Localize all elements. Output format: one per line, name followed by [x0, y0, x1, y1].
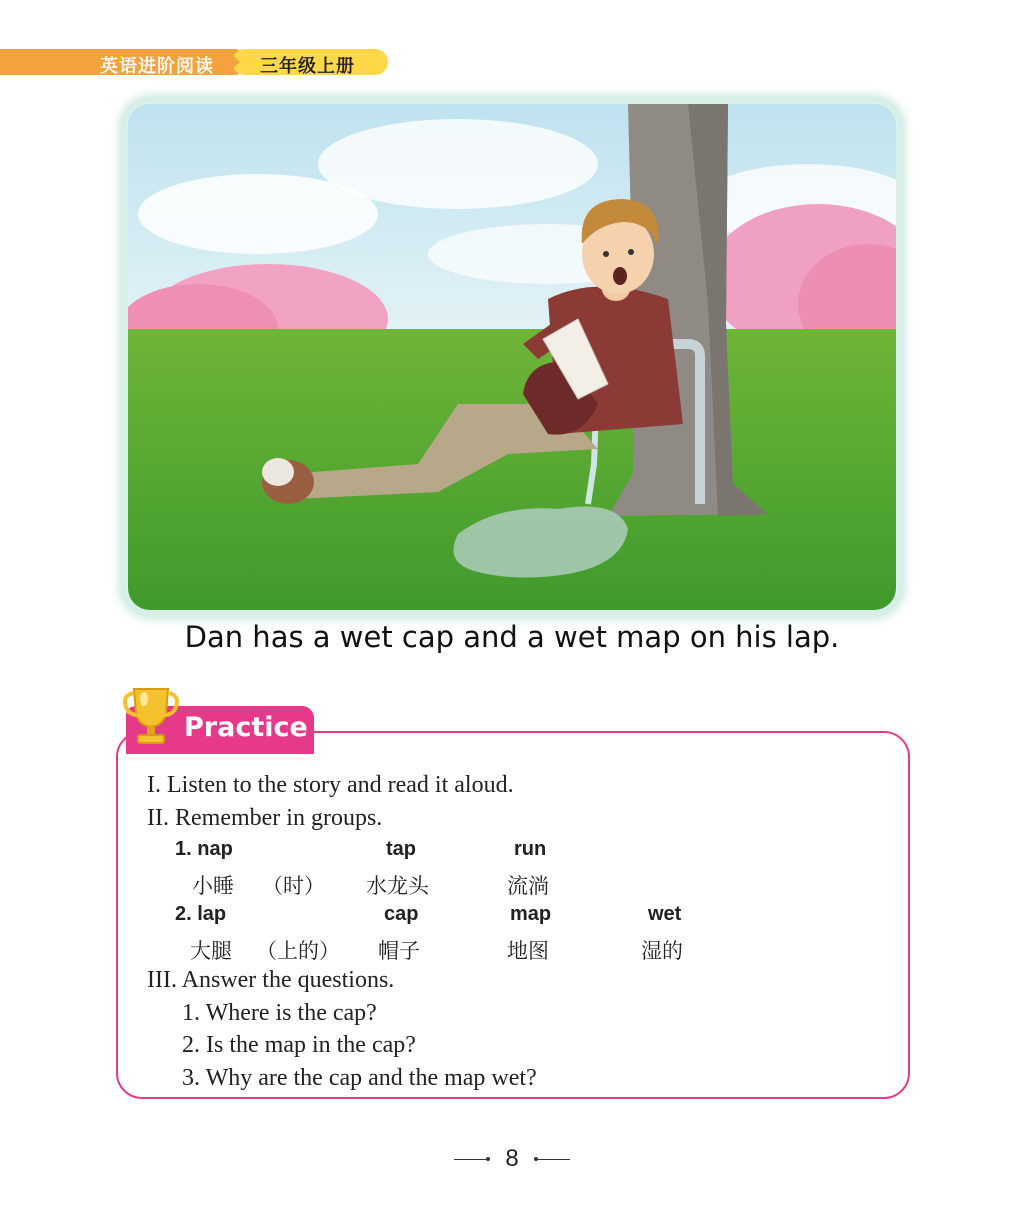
question-1: 1. Where is the cap? [182, 1000, 377, 1026]
header-banner-notch [226, 49, 240, 75]
boy-mouth [613, 267, 627, 285]
meaning-wet: 湿的 [641, 939, 683, 963]
meaning-nap-suffix: （时） [262, 874, 325, 898]
instruction-3: III. Answer the questions. [147, 967, 395, 993]
illustration-scene [128, 104, 896, 610]
meaning-cap: 帽子 [378, 939, 420, 963]
header-grade-label: 三年级上册 [260, 56, 355, 77]
meaning-run: 流淌 [507, 874, 549, 898]
meaning-nap: 小睡 [192, 874, 234, 898]
instruction-2: II. Remember in groups. [147, 805, 383, 831]
question-3: 3. Why are the cap and the map wet? [182, 1065, 537, 1091]
cloud [318, 119, 598, 209]
meaning-map: 地图 [507, 939, 549, 963]
practice-title: Practice [184, 712, 308, 743]
story-illustration [128, 104, 896, 610]
vocab-word-tap: tap [386, 838, 416, 860]
page-rule-right [536, 1159, 570, 1160]
vocab-word-lap: 2. lap [175, 903, 227, 925]
meaning-lap-suffix: （上的） [256, 939, 340, 963]
vocab-word-map: map [510, 903, 552, 925]
instruction-1: I. Listen to the story and read it aloud. [147, 772, 514, 798]
vocab-word-nap: 1. nap [175, 838, 233, 860]
meaning-tap: 水龙头 [366, 874, 429, 898]
vocab-word-cap: cap [384, 903, 419, 925]
boy-shoe-sole [262, 458, 294, 486]
question-2: 2. Is the map in the cap? [182, 1032, 416, 1058]
boy-eye [628, 249, 634, 255]
page-number: 8 [505, 1145, 519, 1172]
story-caption: Dan has a wet cap and a wet map on his lap. [184, 620, 840, 654]
vocab-word-wet: wet [648, 903, 682, 925]
trophy-icon [120, 683, 182, 749]
vocab-word-run: run [514, 838, 547, 860]
header-series-title: 英语进阶阅读 [100, 56, 214, 77]
meaning-lap: 大腿 [190, 939, 232, 963]
boy-eye [603, 251, 609, 257]
